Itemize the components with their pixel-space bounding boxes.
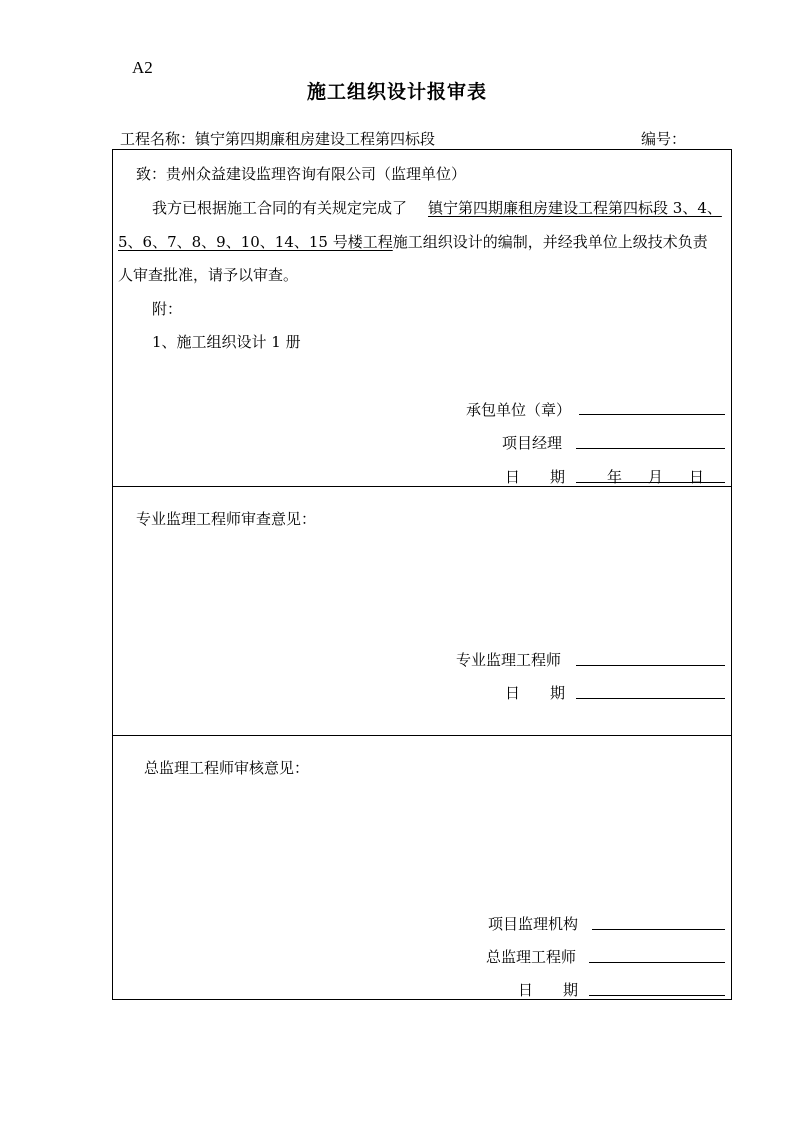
- engineer-signature-line: [576, 665, 725, 666]
- body-underlined-1: 镇宁第四期廉租房建设工程第四标段 3、4、: [428, 199, 722, 217]
- date-label-1: 日 期: [505, 468, 566, 486]
- supervision-org-line: [592, 929, 725, 930]
- project-name: 镇宁第四期廉租房建设工程第四标段: [195, 130, 436, 148]
- supervision-org-label: 项目监理机构: [488, 915, 579, 933]
- body-line-2: [118, 231, 708, 252]
- date-day: 日: [689, 468, 705, 486]
- engineer-review-heading: 专业监理工程师审查意见：: [136, 510, 317, 528]
- date-label-2: 日 期: [505, 684, 566, 702]
- body-prefix: 我方已根据施工合同的有关规定完成了: [152, 199, 408, 217]
- page-title: 施工组织设计报审表: [306, 81, 487, 103]
- chief-engineer-signature-line: [589, 962, 725, 963]
- date-line-3: [589, 995, 725, 996]
- contractor-label: 承包单位（章）: [466, 401, 572, 419]
- date-year: 年: [607, 468, 623, 486]
- body-line-1: [152, 197, 407, 218]
- attachment-label: 附：: [152, 300, 183, 318]
- section-divider-2: [112, 735, 732, 736]
- body-line-3: 人审查批准，请予以审查。: [118, 266, 299, 284]
- engineer-label: 专业监理工程师: [456, 651, 562, 669]
- body-underlined-2: 5、6、7、8、9、10、14、15 号楼工程: [118, 233, 393, 251]
- chief-engineer-label: 总监理工程师: [486, 948, 577, 966]
- date-label-3: 日 期: [518, 981, 579, 999]
- section-divider-1: [112, 486, 732, 487]
- project-label: 工程名称：: [120, 130, 196, 148]
- form-code: A2: [132, 58, 153, 77]
- number-label: 编号：: [641, 130, 687, 148]
- contractor-signature-line: [579, 414, 725, 415]
- attachment-item: 1、施工组织设计 1 册: [152, 333, 301, 351]
- chief-review-heading: 总监理工程师审核意见：: [144, 759, 310, 777]
- manager-label: 项目经理: [502, 434, 563, 452]
- body-after: 施工组织设计的编制，并经我单位上级技术负责: [392, 233, 708, 251]
- manager-signature-line: [576, 448, 725, 449]
- project-name-row: [120, 128, 435, 149]
- date-line-2: [576, 698, 725, 699]
- addressee-line: 致：贵州众益建设监理咨询有限公司（监理单位）: [136, 165, 467, 183]
- date-month: 月: [648, 468, 664, 486]
